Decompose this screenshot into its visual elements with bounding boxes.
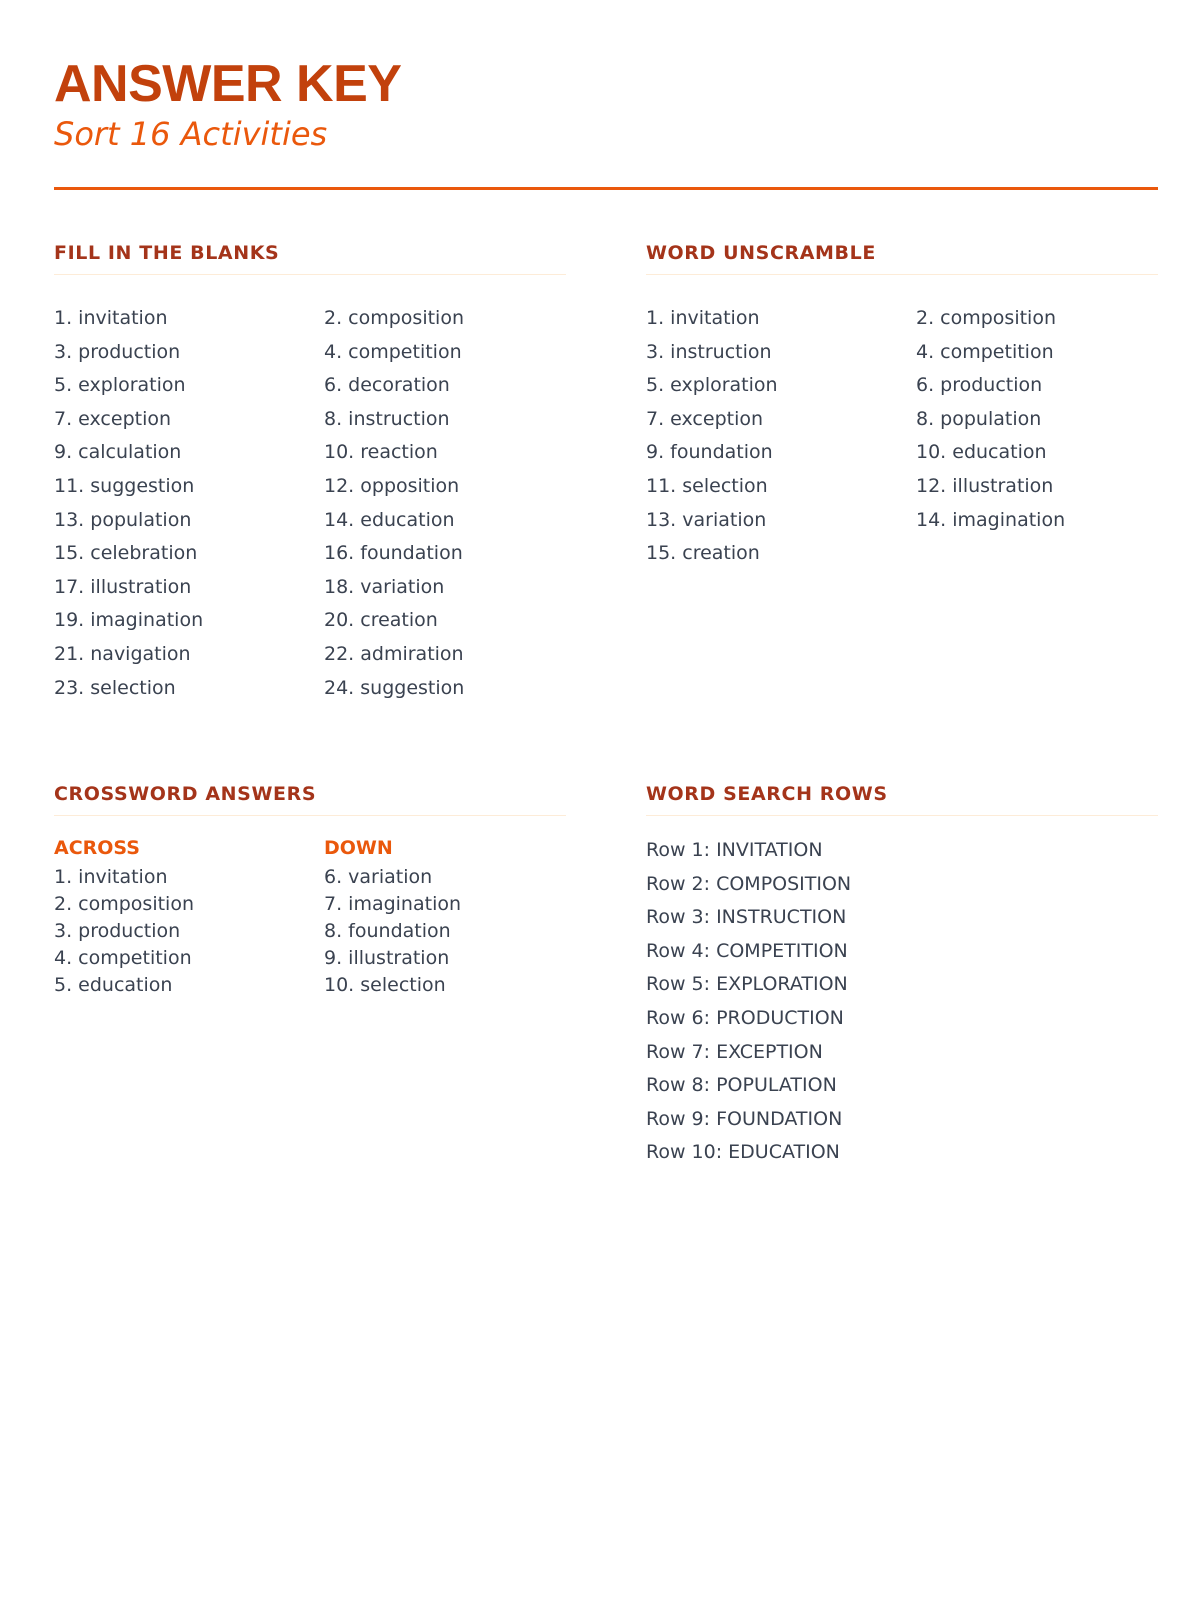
word-search-row: Row 5: EXPLORATION xyxy=(646,973,848,996)
answer-item: 6. decoration xyxy=(324,374,450,397)
answer-item: 7. exception xyxy=(54,407,172,430)
answer-item: 14. education xyxy=(324,508,455,531)
section-heading: WORD UNSCRAMBLE xyxy=(646,241,1158,275)
answer-item: 8. population xyxy=(916,407,1042,430)
answer-item: 3. production xyxy=(54,340,181,363)
answer-item: 13. variation xyxy=(646,508,767,531)
answer-item: 6. production xyxy=(916,374,1043,397)
answer-item: 24. suggestion xyxy=(324,676,465,699)
word-search-row: Row 6: PRODUCTION xyxy=(646,1006,844,1029)
across-heading: ACROSS xyxy=(54,837,140,859)
crossword-answers-section xyxy=(54,782,566,999)
answer-item: 18. variation xyxy=(324,575,445,598)
answer-item: 9. foundation xyxy=(646,441,773,464)
answer-item: 20. creation xyxy=(324,609,438,632)
answer-item: 10. education xyxy=(916,441,1047,464)
word-search-row: Row 1: INVITATION xyxy=(646,839,823,861)
section-heading: CROSSWORD ANSWERS xyxy=(54,782,566,816)
answer-item: 12. opposition xyxy=(324,474,460,497)
answer-item: 1. invitation xyxy=(646,307,760,329)
answer-item: 13. population xyxy=(54,508,192,531)
section-heading: WORD SEARCH ROWS xyxy=(646,782,1158,816)
fill-in-the-blanks-section xyxy=(54,241,566,705)
word-search-row: Row 3: INSTRUCTION xyxy=(646,906,847,929)
answer-item: 23. selection xyxy=(54,676,176,699)
fill-in-the-blanks-list xyxy=(54,302,566,705)
answer-item: 3. instruction xyxy=(646,340,772,363)
answer-item: 1. invitation xyxy=(54,866,168,888)
answer-item: 11. selection xyxy=(646,474,768,497)
answer-item: 16. foundation xyxy=(324,542,463,565)
answer-item: 2. composition xyxy=(916,307,1057,329)
section-heading: FILL IN THE BLANKS xyxy=(54,241,566,275)
answer-item: 14. imagination xyxy=(916,508,1066,531)
answer-item: 8. instruction xyxy=(324,407,450,430)
down-column xyxy=(324,837,566,999)
answer-item: 17. illustration xyxy=(54,575,192,598)
word-unscramble-list xyxy=(646,302,1158,571)
answer-item: 10. reaction xyxy=(324,441,438,464)
answer-item: 21. navigation xyxy=(54,642,191,665)
answer-item: 5. education xyxy=(54,974,173,996)
answer-item: 8. foundation xyxy=(324,920,451,942)
answer-item: 1. invitation xyxy=(54,307,168,329)
answer-item: 7. imagination xyxy=(324,893,462,915)
answer-item: 5. exploration xyxy=(646,374,778,397)
answer-item: 2. composition xyxy=(54,893,195,915)
answer-item: 2. composition xyxy=(324,307,465,329)
answer-item: 6. variation xyxy=(324,866,433,888)
page-title: ANSWER KEY xyxy=(54,55,402,113)
answer-item: 22. admiration xyxy=(324,642,464,665)
word-search-row: Row 7: EXCEPTION xyxy=(646,1040,823,1063)
answer-item: 15. creation xyxy=(646,542,760,565)
answer-item: 11. suggestion xyxy=(54,474,195,497)
word-search-row: Row 8: POPULATION xyxy=(646,1074,837,1097)
word-unscramble-section xyxy=(646,241,1158,571)
down-heading: DOWN xyxy=(324,837,393,859)
word-search-row: Row 2: COMPOSITION xyxy=(646,872,852,895)
answer-item: 7. exception xyxy=(646,407,764,430)
answer-item: 19. imagination xyxy=(54,609,204,632)
answer-item: 4. competition xyxy=(324,340,462,363)
answer-item: 4. competition xyxy=(916,340,1054,363)
word-search-row: Row 9: FOUNDATION xyxy=(646,1107,843,1130)
answer-item: 15. celebration xyxy=(54,542,198,565)
answer-item: 4. competition xyxy=(54,947,192,969)
answer-item: 9. calculation xyxy=(54,441,182,464)
word-search-row: Row 4: COMPETITION xyxy=(646,939,848,962)
header-divider xyxy=(54,187,1158,190)
crossword-columns xyxy=(54,837,566,999)
answer-item: 9. illustration xyxy=(324,947,450,969)
across-column xyxy=(54,837,324,999)
answer-item: 10. selection xyxy=(324,974,446,996)
word-search-rows-section xyxy=(646,782,1158,1179)
answer-item: 3. production xyxy=(54,920,181,942)
word-search-row: Row 10: EDUCATION xyxy=(646,1141,840,1164)
page-subtitle: Sort 16 Activities xyxy=(54,115,328,153)
answer-item: 5. exploration xyxy=(54,374,186,397)
answer-item: 12. illustration xyxy=(916,474,1054,497)
page-header xyxy=(54,54,1158,154)
